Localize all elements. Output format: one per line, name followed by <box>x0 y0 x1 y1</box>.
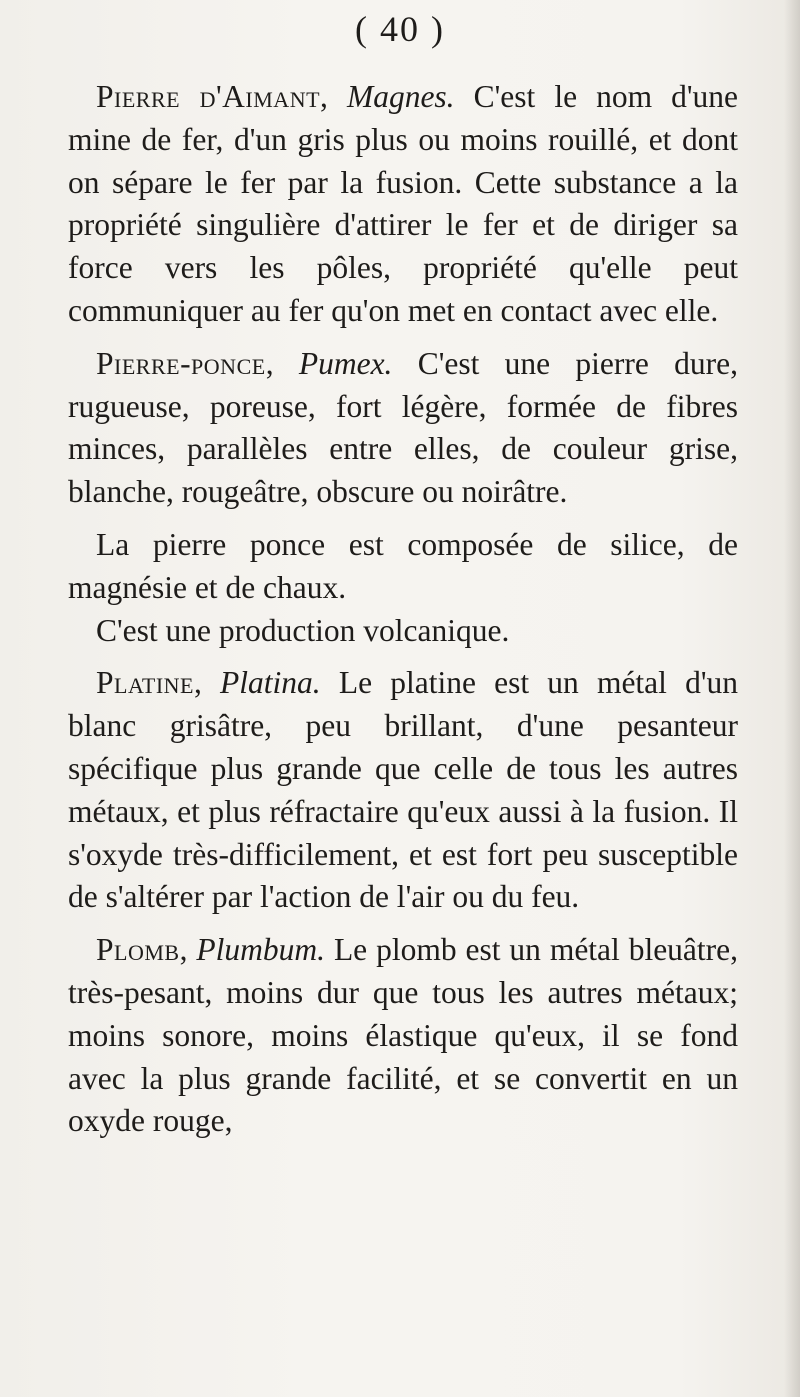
entry-text: C'est le nom d'une mine de fer, d'un gris plus ou moins rouillé, et dont on sépare le fer par la fusion. Cette substance a la propriété singulière d'attirer le fer et de diriger sa force vers les pôles, propriété qu'elle peut communiquer au fer qu'on met en contact avec elle. <box>68 79 739 328</box>
entry-headword: Pierre-ponce <box>96 345 266 381</box>
page-number: ( 40 ) <box>355 9 445 49</box>
entry-latin-name: Magnes. <box>346 79 455 114</box>
entry-headword: Platine <box>96 665 194 701</box>
entry-text: Le plomb est un métal bleuâtre, très-pesant, moins dur que tous les autres métaux; moins sonore, moins élastique qu'eux, il se fond avec la plus grande facilité, et se convertit en un oxyde rouge, <box>68 932 739 1139</box>
entry-platine: Platine, Platina. Le platine est un métal d'un blanc grisâtre, peu brillant, d'une pesanteur spécifique plus grande que celle de tous les autres métaux, et plus réfractaire qu'eux aussi à la fusion. Il s'oxyde très-difficilement, et est fort peu susceptible de s'altérer par l'action de l'air ou du feu. <box>68 665 739 915</box>
page-body <box>68 76 738 1143</box>
entry-headword: Pierre d'Aimant <box>96 79 321 114</box>
entry-latin-name: Platina. <box>220 665 321 701</box>
entry-text: Le platine est un métal d'un blanc grisâtre, peu brillant, d'une pesanteur spécifique plus grande que celle de tous les autres métaux, et plus réfractaire qu'eux aussi à la fusion. Il s'oxyde très-difficilement, et est fort peu susceptible de s'altérer par l'action de l'air ou du feu. <box>68 665 739 915</box>
entry-pierre-ponce-composition: La pierre ponce est composée de silice, de magnésie et de chaux. <box>68 526 738 605</box>
entry-latin-name: Pumex. <box>298 345 393 381</box>
entry-pierre-d-aimant: Pierre d'Aimant, Magnes. C'est le nom d'une mine de fer, d'un gris plus ou moins rouillé, et dont on sépare le fer par la fusion. Cette substance a la propriété singulière d'attirer le fer et de diriger sa force vers les pôles, propriété qu'elle peut communiquer au fer qu'on met en contact avec elle. <box>68 79 739 328</box>
entry-latin-name: Plumbum. <box>196 932 326 968</box>
entry-pierre-ponce-origin: C'est une production volcanique. <box>96 612 510 648</box>
entry-headword: Plomb <box>96 932 180 968</box>
page-edge-shadow <box>784 0 800 1397</box>
entry-text: C'est une pierre dure, rugueuse, poreuse, fort légère, formée de fibres minces, parallèles entre elles, de couleur grise, blanche, rougeâtre, obscure ou noirâtre. <box>68 345 738 510</box>
entry-pierre-ponce: Pierre-ponce, Pumex. C'est une pierre dure, rugueuse, poreuse, fort légère, formée de fibres minces, parallèles entre elles, de couleur grise, blanche, rougeâtre, obscure ou noirâtre. <box>68 345 738 510</box>
entry-plomb: Plomb, Plumbum. Le plomb est un métal bleuâtre, très-pesant, moins dur que tous les autres métaux; moins sonore, moins élastique qu'eux, il se fond avec la plus grande facilité, et se convertit en un oxyde rouge, <box>68 932 739 1139</box>
